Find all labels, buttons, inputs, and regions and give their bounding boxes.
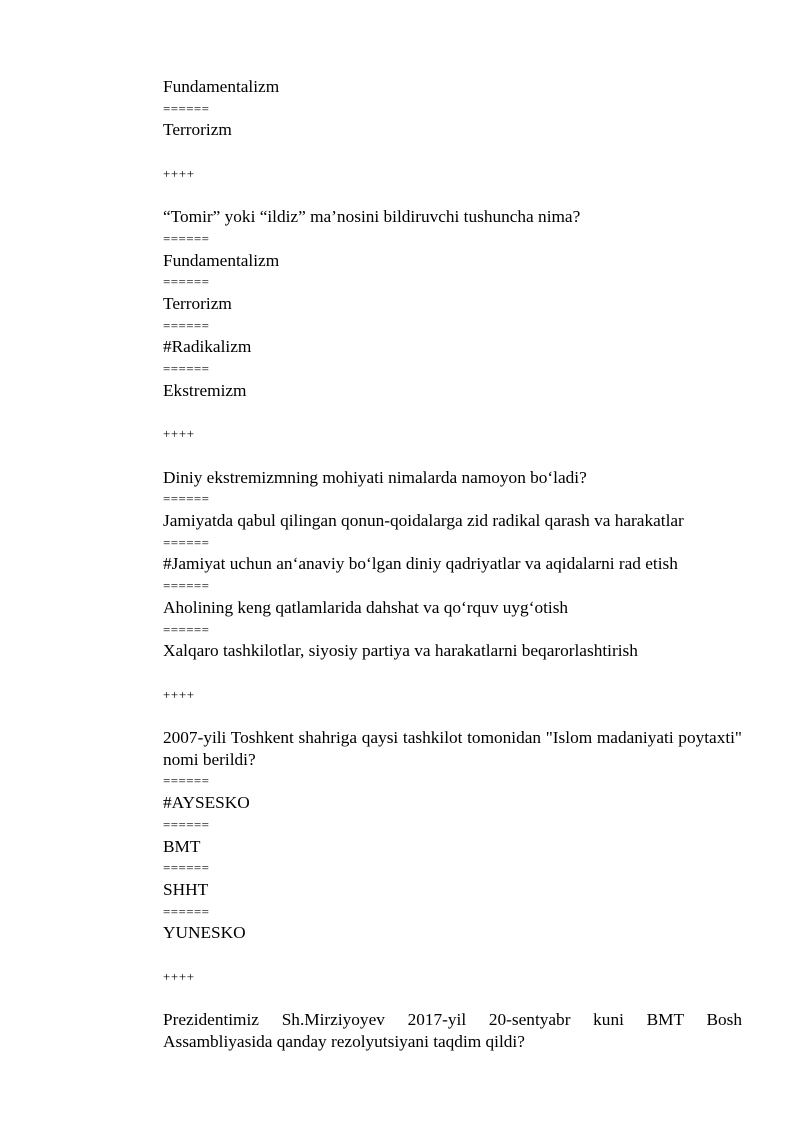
correct-answer: #Jamiyat uchun an‘anaviy bo‘lgan diniy qadriyatlar va aqidalarni rad etish [163, 554, 678, 574]
answer-option: SHHT [163, 879, 209, 899]
separator-line: ====== [163, 534, 210, 550]
blank-line [163, 987, 742, 1009]
separator-line: ====== [163, 361, 210, 377]
blank-line [163, 141, 742, 163]
blank-line [163, 445, 742, 467]
separator-line: ====== [163, 491, 210, 507]
correct-answer: #AYSESKO [163, 793, 250, 813]
answer-option: YUNESKO [163, 923, 246, 943]
answer-option: Xalqaro tashkilotlar, siyosiy partiya va harakatlarni beqarorlashtirish [163, 641, 638, 661]
blank-line [163, 705, 742, 727]
separator-line: ====== [163, 274, 210, 290]
question-divider: ++++ [163, 426, 195, 442]
question-divider: ++++ [163, 165, 195, 181]
separator-line: ====== [163, 230, 210, 246]
document-body [163, 76, 747, 1053]
blank-line [163, 402, 742, 424]
separator-line: ====== [163, 860, 210, 876]
question-text: Prezidentimiz Sh.Mirziyoyev 2017-yil 20-sentyabr kuni BMT Bosh Assambliyasida qanday rezolyutsiyani taqdim qildi? [163, 1010, 746, 1051]
separator-line: ====== [163, 903, 210, 919]
question-text: “Tomir” yoki “ildiz” ma’nosini bildiruvchi tushuncha nima? [163, 207, 581, 227]
separator-line: ====== [163, 578, 210, 594]
blank-line [163, 944, 742, 966]
answer-option: Fundamentalizm [163, 77, 280, 96]
separator-line: ====== [163, 816, 210, 832]
answer-option: Aholining keng qatlamlarida dahshat va qo‘rquv uyg‘otish [163, 597, 569, 617]
separator-line: ====== [163, 317, 210, 333]
answer-option: Terrorizm [163, 120, 232, 140]
separator-line: ====== [163, 621, 210, 637]
question-text: Diniy ekstremizmning mohiyati nimalarda namoyon bo‘ladi? [163, 467, 587, 487]
answer-option: Fundamentalizm [163, 250, 280, 270]
answer-option: Terrorizm [163, 294, 232, 313]
separator-line: ====== [163, 100, 210, 116]
answer-option: Jamiyatda qabul qilingan qonun-qoidalarga zid radikal qarash va harakatlar [163, 511, 684, 530]
blank-line [163, 185, 742, 207]
question-text: 2007-yili Toshkent shahriga qaysi tashkilot tomonidan "Islom madaniyati poytaxti" nomi berildi? [163, 728, 747, 769]
blank-line [163, 662, 742, 684]
answer-option: Ekstremizm [163, 380, 247, 400]
separator-line: ====== [163, 773, 210, 789]
question-divider: ++++ [163, 686, 195, 702]
question-divider: ++++ [163, 968, 195, 984]
correct-answer: #Radikalizm [163, 337, 252, 357]
answer-option: BMT [163, 836, 201, 856]
